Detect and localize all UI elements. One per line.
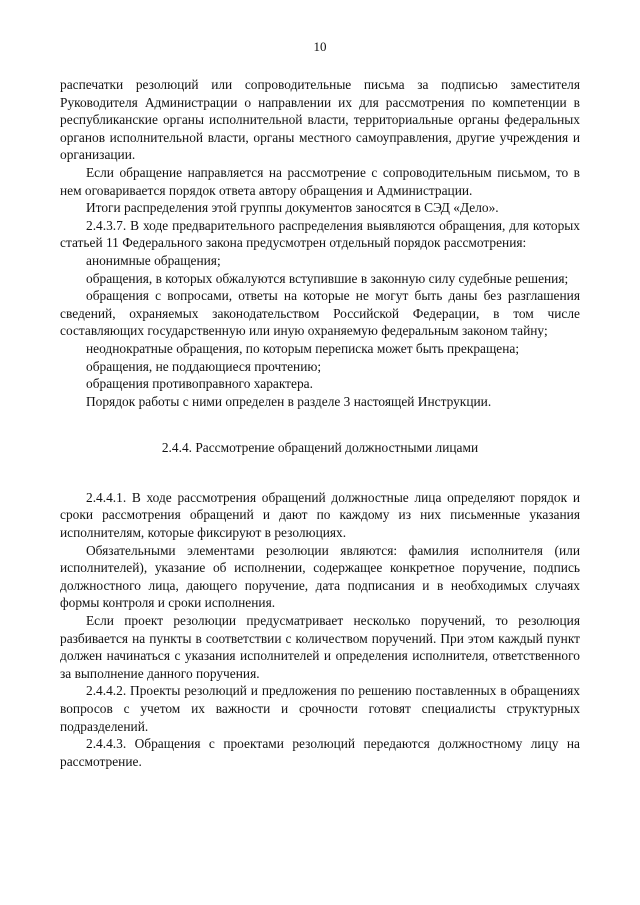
paragraph-clause-2-4-4-1: 2.4.4.1. В ходе рассмотрения обращений должностные лица определяют порядок и сроки рассмотрения обращений и дают по каждому из них письменные указания исполнителям, которые фиксируют в резолюциях. — [60, 489, 580, 541]
list-item: обращения с вопросами, ответы на которые не могут быть даны без разглашения сведений, охраняемых законодательством Российской Федерации, в том числе составляющих государственную или иную охраняемую федеральным законом тайну; — [60, 288, 580, 339]
list-item: неоднократные обращения, по которым переписка может быть прекращена; — [86, 340, 520, 356]
document-body — [60, 76, 580, 770]
paragraph: Если проект резолюции предусматривает несколько поручений, то резолюция разбивается на пункты в соответствии с количеством поручений. При этом каждый пункт должен начинаться с указания исполнителей и определения исполнителя, ответственного за выполнение данного поручения. — [60, 613, 580, 681]
page-number: 10 — [313, 39, 327, 54]
paragraph: Порядок работы с ними определен в разделе 3 настоящей Инструкции. — [86, 393, 492, 409]
paragraph-clause-2-4-4-3: 2.4.4.3. Обращения с проектами резолюций передаются должностному лицу на рассмотрение. — [60, 736, 580, 769]
list-item: обращения, в которых обжалуются вступившие в законную силу судебные решения; — [86, 270, 569, 286]
paragraph: Итоги распределения этой группы документов заносятся в СЭД «Дело». — [86, 200, 499, 216]
section-heading: 2.4.4. Рассмотрение обращений должностными лицами — [161, 440, 479, 456]
list-item: обращения, не поддающиеся прочтению; — [86, 358, 322, 374]
paragraph-clause-2-4-4-2: 2.4.4.2. Проекты резолюций и предложения по решению поставленных в обращениях вопросов с учетом их важности и срочности готовят специалисты структурных подразделений. — [60, 683, 580, 734]
paragraph-continuation: распечатки резолюций или сопроводительные письма за подписью заместителя Руководителя Администрации о направлении их для рассмотрения по компетенции в республиканские органы исполнительной власти, территориальные органы федеральных органов исполнительной власти, органы местного самоуправления, другие учреждения и организации. — [60, 77, 580, 163]
list-item: обращения противоправного характера. — [86, 376, 313, 392]
paragraph: Если обращение направляется на рассмотрение с сопроводительным письмом, то в нем оговаривается порядок ответа автору обращения и Администрации. — [60, 164, 580, 198]
paragraph: Обязательными элементами резолюции являются: фамилия исполнителя (или исполнителей), указание об исполнении, содержащее конкретное поручение, подпись должностного лица, дающего поручение, дата подписания и в необходимых случаях формы контроля и сроки исполнения. — [60, 542, 580, 611]
list-item: анонимные обращения; — [86, 252, 221, 268]
paragraph-clause-2-4-3-7: 2.4.3.7. В ходе предварительного распределения выявляются обращения, для которых статьей 11 Федерального закона предусмотрен отдельный порядок рассмотрения: — [60, 217, 580, 251]
